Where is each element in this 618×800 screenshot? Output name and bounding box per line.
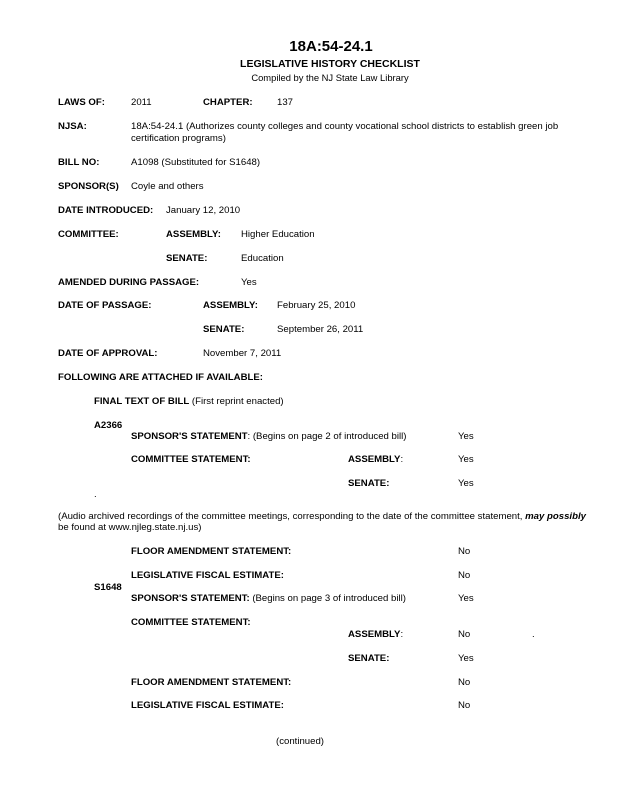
s1648-committee-assembly-value: No (458, 629, 471, 640)
a2366-committee-assembly-row (348, 454, 403, 466)
a2366-committee-senate-label: SENATE: (348, 478, 390, 489)
final-text-row (94, 396, 284, 408)
njsa-label: NJSA: (58, 121, 87, 132)
a2366-committee-statement-label: COMMITTEE STATEMENT: (131, 454, 251, 465)
bill-a2366-label: A2366 (94, 420, 123, 431)
committee-assembly-value: Higher Education (241, 229, 315, 240)
s1648-committee-assembly-dot: . (532, 629, 535, 640)
compiled-by: Compiled by the NJ State Law Library (251, 72, 409, 83)
chapter-label: CHAPTER: (203, 97, 253, 108)
s1648-sponsor-statement-row (131, 593, 406, 605)
laws-of-value: 2011 (131, 97, 152, 108)
s1648-floor-amendment-value: No (458, 677, 471, 688)
audio-note-emphasis: may possibly (525, 511, 586, 522)
s1648-sponsor-statement-value: Yes (458, 593, 474, 604)
s1648-fiscal-estimate-value: No (458, 700, 471, 711)
final-text-note: (First reprint enacted) (191, 396, 284, 407)
a2366-sponsor-statement-label: SPONSOR'S STATEMENT (131, 431, 248, 442)
date-introduced-label: DATE INTRODUCED: (58, 205, 154, 216)
date-of-passage-label: DATE OF PASSAGE: (58, 300, 152, 311)
s1648-committee-assembly-row (348, 629, 403, 641)
page-subtitle: LEGISLATIVE HISTORY CHECKLIST (240, 58, 420, 70)
s1648-floor-amendment-label: FLOOR AMENDMENT STATEMENT: (131, 677, 292, 688)
date-introduced-value: January 12, 2010 (166, 205, 241, 216)
passage-senate-value: September 26, 2011 (277, 324, 364, 335)
a2366-sponsor-statement-note: : (Begins on page 2 of introduced bill) (247, 431, 407, 442)
audio-note-part-1: (Audio archived recordings of the committee meetings, corresponding to the date of the committee statement, (58, 511, 523, 522)
s1648-committee-statement-label: COMMITTEE STATEMENT: (131, 617, 251, 628)
s1648-fiscal-estimate-label: LEGISLATIVE FISCAL ESTIMATE: (131, 700, 284, 711)
bill-s1648-label: S1648 (94, 582, 122, 593)
continued-note: (continued) (276, 736, 324, 747)
s1648-committee-senate-value: Yes (458, 653, 474, 664)
fiscal-estimate-label-1: LEGISLATIVE FISCAL ESTIMATE: (131, 570, 284, 581)
a2366-committee-senate-value: Yes (458, 478, 474, 489)
s1648-committee-assembly-colon: : (400, 629, 404, 640)
date-of-approval-label: DATE OF APPROVAL: (58, 348, 158, 359)
a2366-sponsor-statement-row (131, 431, 406, 443)
s1648-sponsor-statement-label: SPONSOR'S STATEMENT: (131, 593, 250, 604)
passage-senate-label: SENATE: (203, 324, 245, 335)
a2366-trailing-dot: . (94, 489, 97, 500)
chapter-value: 137 (277, 97, 294, 108)
committee-assembly-label: ASSEMBLY: (166, 229, 221, 240)
bill-no-label: BILL NO: (58, 157, 100, 168)
page-title: 18A:54-24.1 (289, 38, 373, 55)
a2366-committee-assembly-colon: : (400, 454, 404, 465)
fiscal-estimate-value-1: No (458, 570, 471, 581)
sponsors-label: SPONSOR(S) (58, 181, 119, 192)
passage-assembly-value: February 25, 2010 (277, 300, 356, 311)
floor-amendment-label-1: FLOOR AMENDMENT STATEMENT: (131, 546, 292, 557)
amended-label: AMENDED DURING PASSAGE: (58, 277, 200, 288)
sponsors-value: Coyle and others (131, 181, 204, 192)
date-of-approval-value: November 7, 2011 (203, 348, 282, 359)
s1648-committee-assembly-label: ASSEMBLY (348, 629, 401, 640)
audio-note-line-2: be found at www.njleg.state.nj.us) (58, 522, 202, 533)
a2366-committee-assembly-value: Yes (458, 454, 474, 465)
s1648-committee-senate-label: SENATE: (348, 653, 390, 664)
passage-assembly-label: ASSEMBLY: (203, 300, 258, 311)
a2366-sponsor-statement-value: Yes (458, 431, 474, 442)
committee-senate-value: Education (241, 253, 284, 264)
committee-senate-label: SENATE: (166, 253, 208, 264)
bill-no-value: A1098 (Substituted for S1648) (131, 157, 261, 168)
njsa-line-2: certification programs) (131, 133, 226, 144)
committee-label: COMMITTEE: (58, 229, 119, 240)
attached-heading: FOLLOWING ARE ATTACHED IF AVAILABLE: (58, 372, 263, 383)
njsa-line-1: 18A:54-24.1 (Authorizes county colleges and county vocational school districts to establish green job (131, 121, 559, 132)
amended-value: Yes (241, 277, 257, 288)
s1648-sponsor-statement-note: (Begins on page 3 of introduced bill) (252, 593, 406, 604)
laws-of-label: LAWS OF: (58, 97, 105, 108)
floor-amendment-value-1: No (458, 546, 471, 557)
a2366-committee-assembly-label: ASSEMBLY (348, 454, 401, 465)
final-text-label: FINAL TEXT OF BILL (94, 396, 190, 407)
